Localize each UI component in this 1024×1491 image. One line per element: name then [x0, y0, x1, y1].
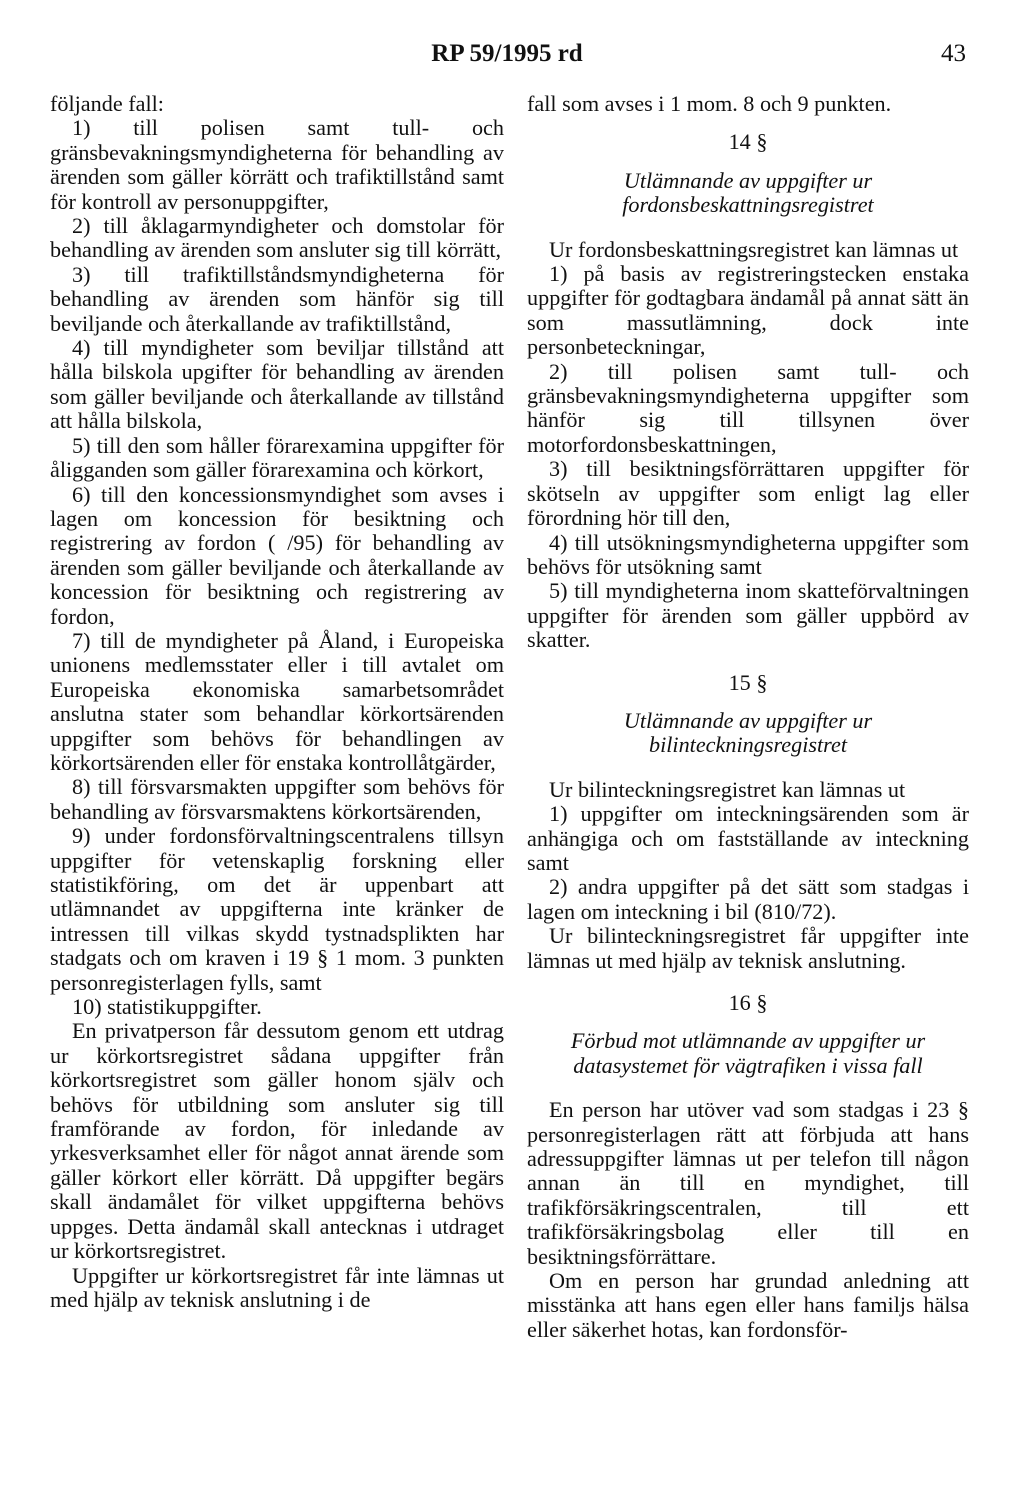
list-item: 3) till besiktningsförrättaren uppgifter för skötseln av uppgifter som enligt lag eller förordning hör till den,	[527, 456, 969, 531]
paragraph: följande fall:	[50, 91, 164, 116]
page-header	[48, 40, 966, 74]
page-number: 43	[941, 40, 966, 67]
section-heading-line: bilinteckningsregistret	[648, 732, 847, 758]
list-item: 10) statistikuppgifter.	[72, 994, 262, 1020]
section-heading-line: Utlämnande av uppgifter ur	[623, 707, 873, 733]
list-item: 4) till myndigheter som beviljar tillstånd att hålla bilskola upgifter för behandling av ärenden som gäller beviljande och återkallande av tillstånd att hålla bilskola,	[50, 335, 504, 434]
section-number: 16 §	[728, 990, 768, 1015]
right-column	[527, 92, 969, 1342]
list-item: 3) till trafiktillståndsmyndigheterna för behandling av ärenden som hänför sig till beviljande och återkallande av trafiktillstånd,	[50, 261, 504, 336]
paragraph: En person har utöver vad som stadgas i 23 § personregisterlagen rätt att förbjuda att hans adressuppgifter lämnas ut per telefon till någon annan än till en myndighet, till trafikförsäkringscentralen, till ett trafikförsäkringsbolag eller till en besiktningsförrättare.	[527, 1097, 969, 1269]
paragraph: Ur bilinteckningsregistret kan lämnas ut	[549, 776, 906, 802]
list-item: 1) på basis av registreringstecken enstaka uppgifter för godtagbara ändamål på annat sätt än som massutlämning, dock inte personbeteckningar,	[527, 261, 969, 360]
paragraph: En privatperson får dessutom genom ett utdrag ur körkortsregistret sådana uppgifter från körkortsregistret som gäller honom själv och behövs för utbildning som ansluter sig till framförande av fordon, för inledande av yrkesverksamhet eller för något annat ärende som gäller körkort eller körrätt. Då uppgifter begärs skall ändamålet för vilket uppgifterna behövs uppges. Detta ändamål skall antecknas i utdraget ur körkortsregistret.	[50, 1018, 504, 1264]
section-heading-line: Förbud mot utlämnande av uppgifter ur	[570, 1028, 926, 1054]
list-item: 7) till de myndigheter på Åland, i Europeiska unionens medlemsstater eller i till avtalet om Europeiska ekonomiska samarbetsområdet anslutna stater som behandlar körkortsärenden uppgifter som behövs för behandlingen av körkortsärenden eller för enstaka kontrollåtgärder,	[50, 627, 504, 775]
paragraph: fall som avses i 1 mom. 8 och 9 punkten.	[527, 91, 892, 116]
section-number: 14 §	[728, 129, 768, 155]
list-item: 5) till myndigheterna inom skatteförvaltningen uppgifter för ärenden som gäller uppbörd av skatter.	[527, 578, 969, 653]
list-item: 2) till åklagarmyndigheter och domstolar för behandling av ärenden som ansluter sig till körrätt,	[50, 213, 504, 263]
list-item: 9) under fordonsförvaltningscentralens tillsyn uppgifter för vetenskaplig forskning eller statistikföring, om det är uppenbart att utlämnandet av uppgifterna inte kränker de intressen till vilkas skydd tystnadsplikten har stadgats och om kraven i 19 § 1 mom. 3 punkten personregisterlagen fylls, samt	[50, 823, 504, 995]
section-heading-line: fordonsbeskattningsregistret	[622, 192, 874, 218]
section-heading	[527, 1029, 969, 1078]
section-heading-line: Utlämnande av uppgifter ur	[623, 167, 873, 193]
list-item: 5) till den som håller förarexamina uppgifter för åligganden som gäller förarexamina och körkort,	[50, 432, 504, 483]
section-number: 15 §	[728, 669, 768, 695]
list-item: 1) till polisen samt tull- och gränsbevakningsmyndigheterna för behandling av ärenden som gäller körrätt och trafiktillstånd samt för kontroll av personuppgifter,	[50, 115, 504, 214]
paragraph: Om en person har grundad anledning att misstänka att hans egen eller hans familjs hälsa eller säkerhet hotas, kan fordonsför-	[527, 1268, 969, 1342]
section-heading	[527, 709, 969, 758]
list-item: 8) till försvarsmakten uppgifter som behövs för behandling av försvarsmaktens körkortsärenden,	[50, 774, 504, 824]
list-item: 2) till polisen samt tull- och gränsbevakningsmyndigheterna uppgifter som hänför sig till tillsynen över motorfordonsbeskattningen,	[527, 358, 969, 457]
list-item: 4) till utsökningsmyndigheterna uppgifter som behövs för utsökning samt	[527, 529, 969, 579]
left-column	[50, 92, 504, 1312]
document-reference: RP 59/1995 rd	[431, 40, 583, 67]
paragraph: Uppgifter ur körkortsregistret får inte lämnas ut med hjälp av teknisk anslutning i de	[50, 1262, 504, 1312]
paragraph: Ur bilinteckningsregistret får uppgifter inte lämnas ut med hjälp av teknisk anslutning.	[527, 923, 969, 973]
list-item: 1) uppgifter om inteckningsärenden som är anhängiga och om fastställande av inteckning samt	[527, 801, 969, 875]
section-heading-line: datasystemet för vägtrafiken i vissa fall	[573, 1052, 923, 1078]
list-item: 2) andra uppgifter på det sätt som stadgas i lagen om inteckning i bil (810/72).	[527, 874, 969, 924]
list-item: 6) till den koncessionsmyndighet som avses i lagen om koncession för besiktning och registrering av fordon ( /95) för behandling av ärenden som gäller beviljande och återkallande av koncession för besiktning och registrering av fordon,	[50, 481, 504, 629]
paragraph: Ur fordonsbeskattningsregistret kan lämnas ut	[549, 236, 959, 262]
section-heading	[527, 169, 969, 218]
